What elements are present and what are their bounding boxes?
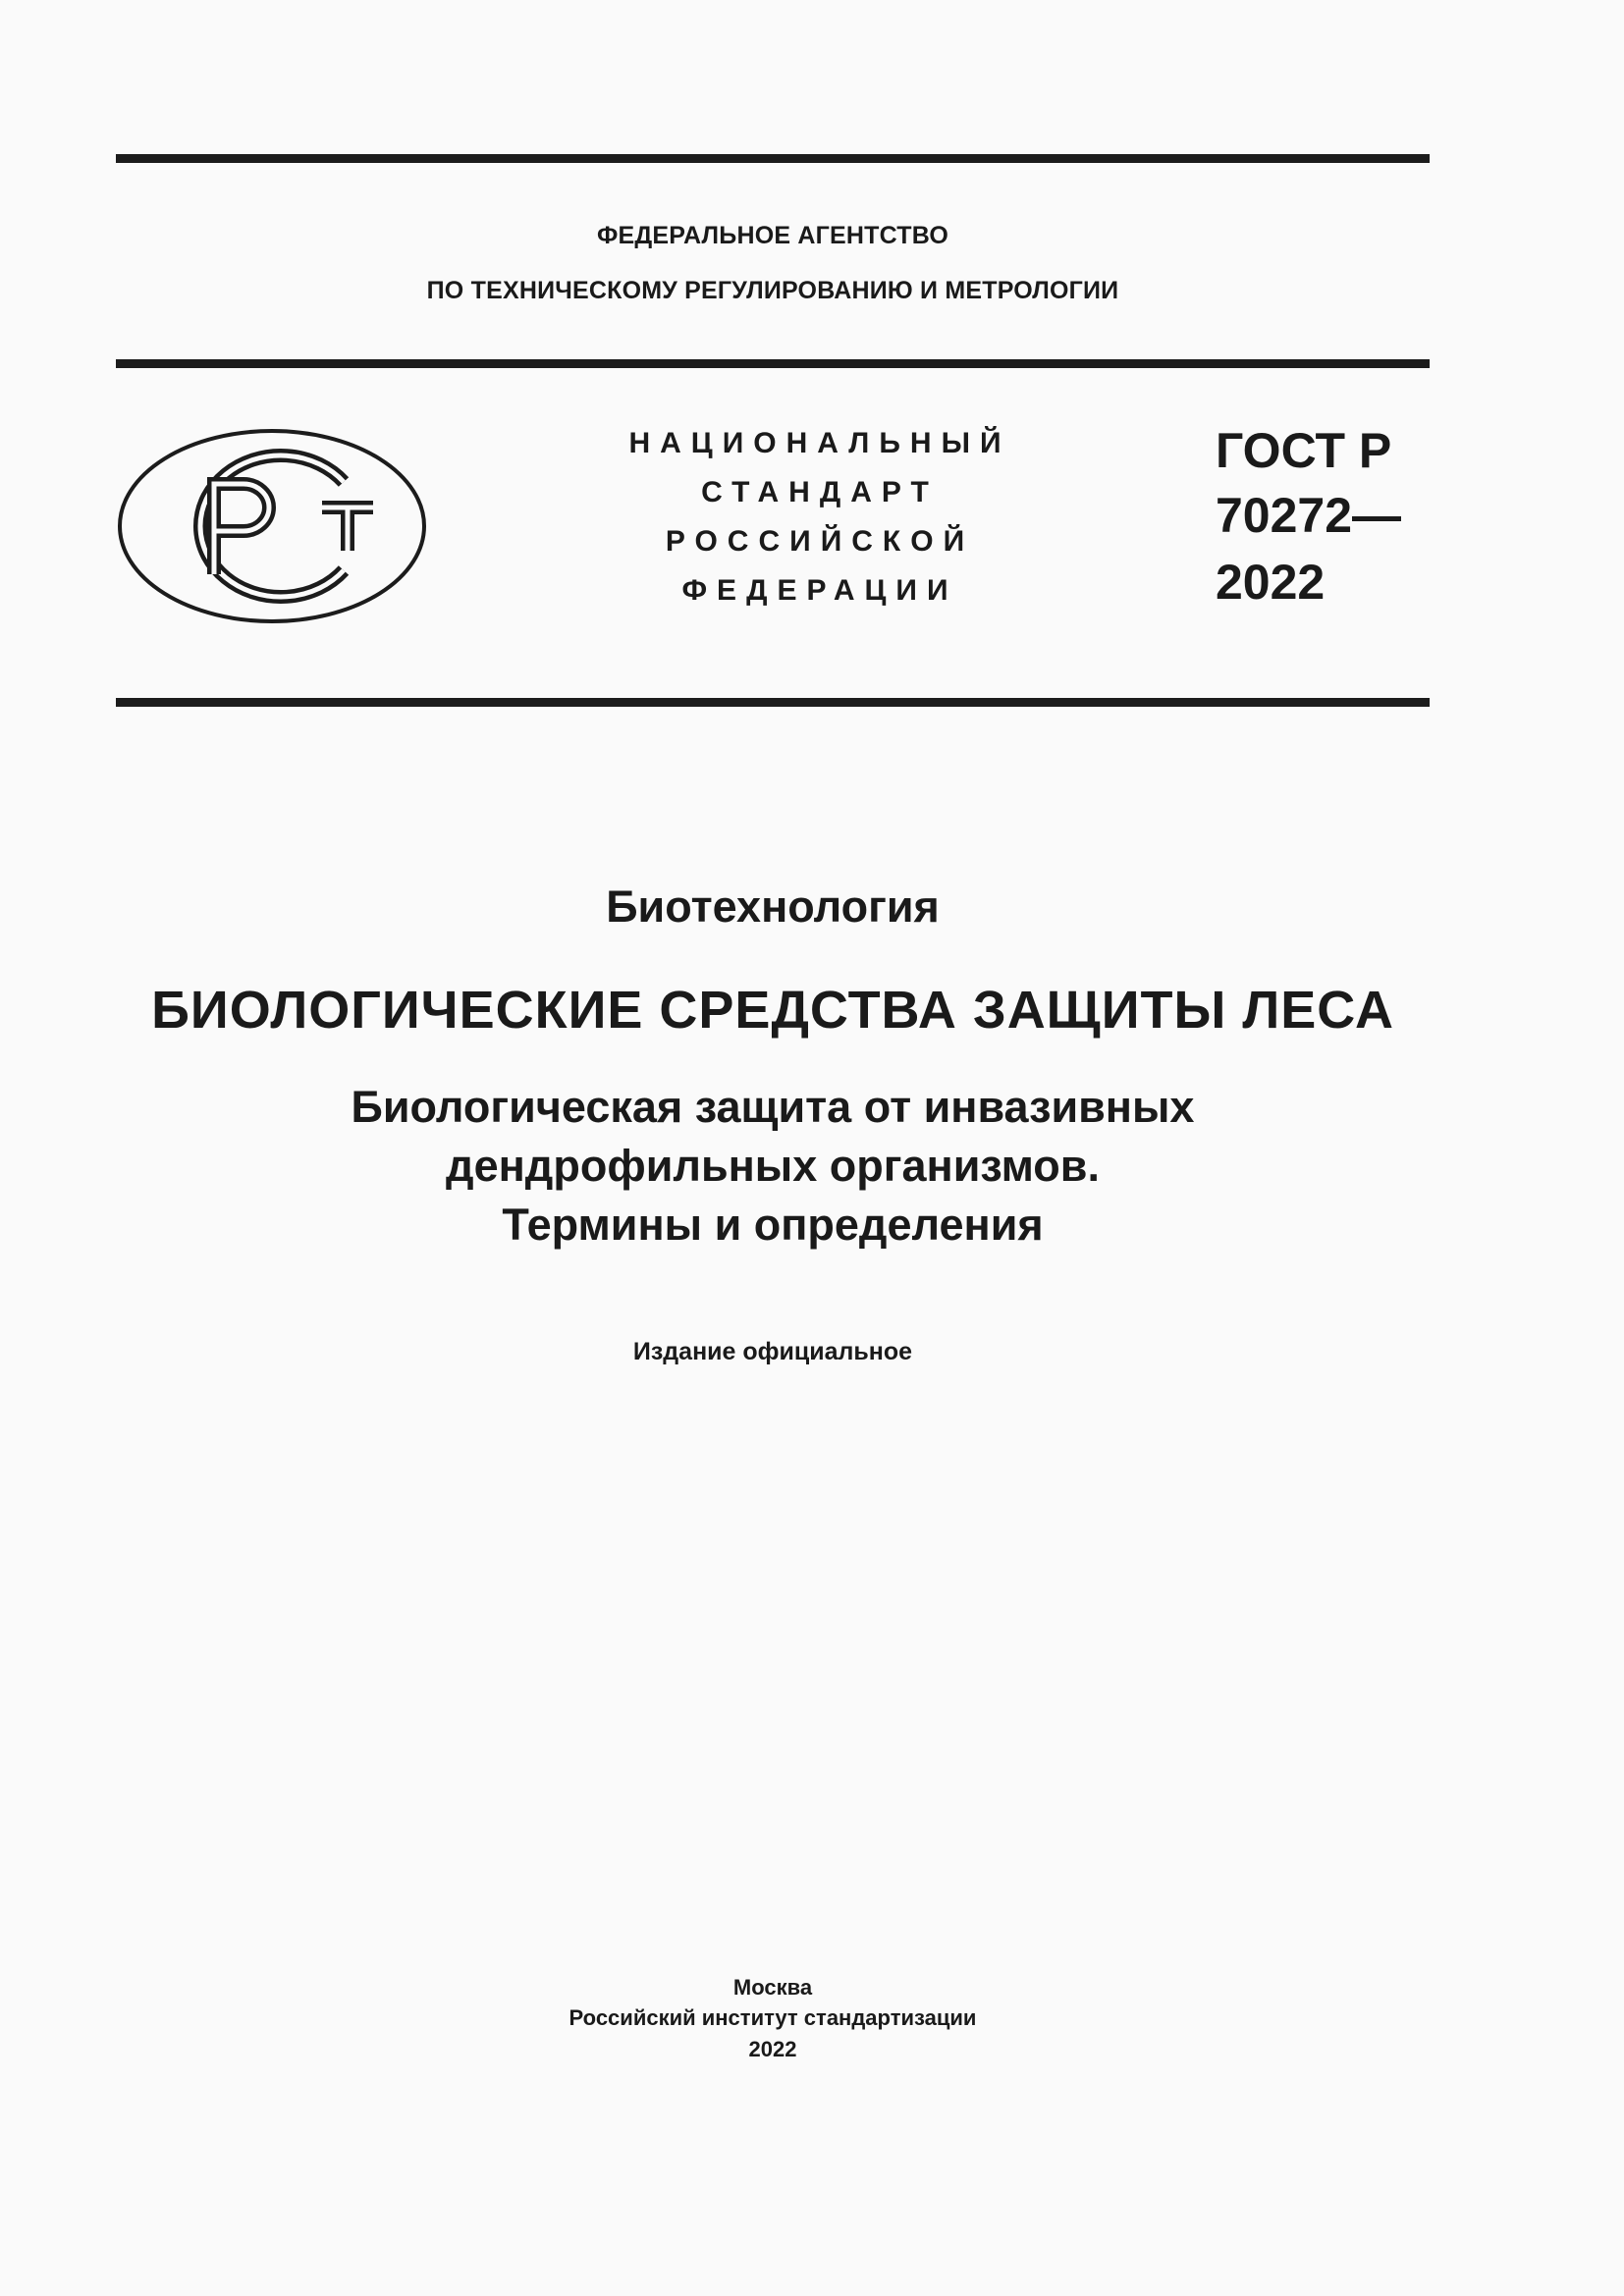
topic-title: Биотехнология [606,881,940,932]
footer-year: 2022 [748,2037,797,2061]
national-standard-line-4: ФЕДЕРАЦИИ [681,574,958,607]
national-standard-line-3: РОССИЙСКОЙ [665,525,975,558]
agency-line-2: ПО ТЕХНИЧЕСКОМУ РЕГУЛИРОВАНИЮ И МЕТРОЛОГИИ [426,277,1119,304]
gost-number-line-1: ГОСТ Р [1216,423,1392,478]
subtitle-line-3: Термины и определения [502,1200,1044,1250]
gost-number-line-2: 70272— [1216,488,1402,543]
subtitle-line-1: Биологическая защита от инвазивных [351,1082,1195,1132]
national-standard-line-1: НАЦИОНАЛЬНЫЙ [628,427,1011,459]
agency-bottom-rule [116,359,1430,368]
gost-number-line-3: 2022 [1216,555,1326,610]
footer-city: Москва [732,1975,813,2000]
top-rule [116,154,1430,163]
rst-certification-logo-icon [116,427,428,625]
edition-label: Издание официальное [632,1338,913,1365]
agency-line-1: ФЕДЕРАЛЬНОЕ АГЕНТСТВО [597,222,948,249]
national-standard-line-2: СТАНДАРТ [701,476,939,508]
main-title: БИОЛОГИЧЕСКИЕ СРЕДСТВА ЗАЩИТЫ ЛЕСА [151,981,1394,1040]
standard-bottom-rule [116,698,1430,707]
footer-publisher: Российский институт стандартизации [568,2005,977,2030]
subtitle-line-2: дендрофильных организмов. [446,1141,1100,1191]
